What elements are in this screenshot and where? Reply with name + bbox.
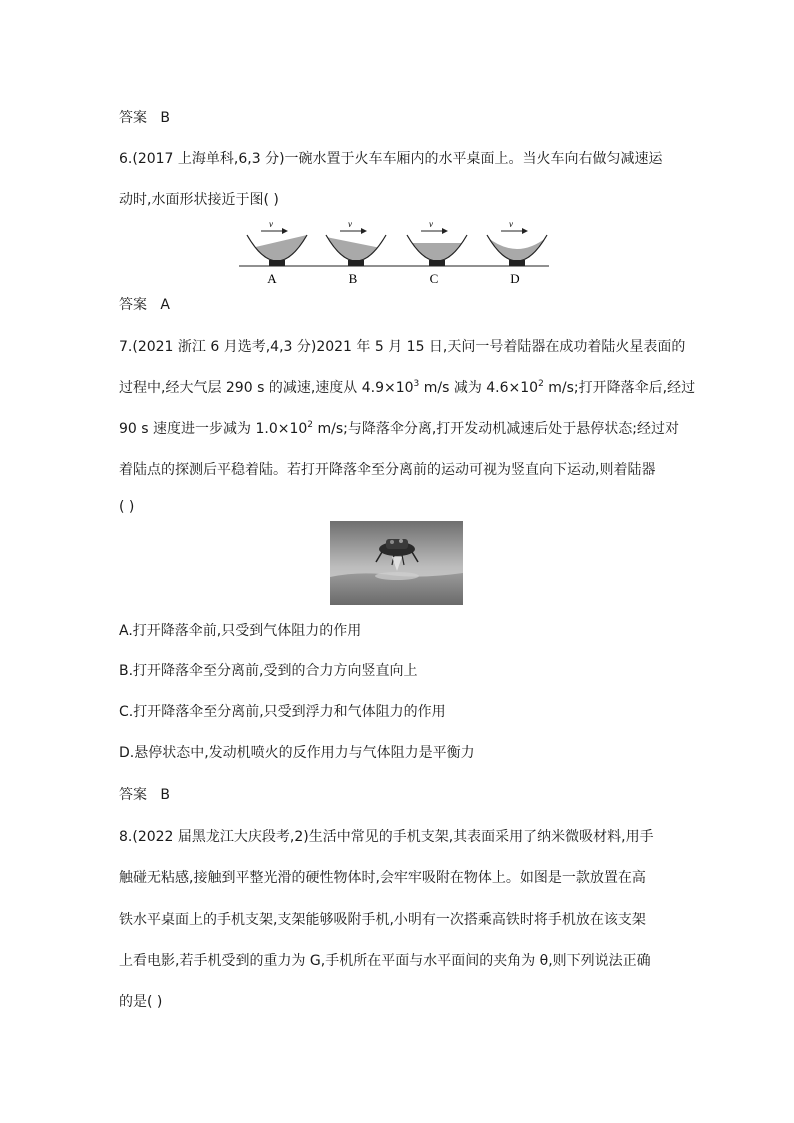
q8-stem-line-2: 触碰无粘感,接触到平整光滑的硬性物体时,会牢牢吸附在物体上。如图是一款放置在高 xyxy=(119,870,646,886)
q7-stem-line-3: 90 s 速度进一步减为 $1.0\times 10^2$ m/s;与降落伞分离,打开发动机减速后处于悬停状态;经过对 xyxy=(119,420,679,437)
mars-lander-photo xyxy=(330,521,463,605)
answer-prefix: 答案 xyxy=(119,787,147,803)
option-label-b: B xyxy=(348,271,358,286)
q8-stem-line-1: 8.(2022 届黑龙江大庆段考,2)生活中常见的手机支架,其表面采用了纳米微吸材料,用手 xyxy=(119,829,654,845)
q8-stem-line-3: 铁水平桌面上的手机支架,支架能够吸附手机,小明有一次搭乘高铁时将手机放在该支架 xyxy=(119,912,646,928)
water-bowls-diagram xyxy=(239,215,549,290)
answer-prefix: 答案 xyxy=(119,297,147,313)
q7-option-a: A.打开降落伞前,只受到气体阻力的作用 xyxy=(119,623,362,639)
q7-option-d: D.悬停状态中,发动机喷火的反作用力与气体阻力是平衡力 xyxy=(119,745,475,761)
velocity-label: v xyxy=(348,219,352,229)
answer-line-5 xyxy=(119,108,170,128)
option-label-d: D xyxy=(510,271,520,286)
exponent: 2 xyxy=(538,379,544,389)
bowl-base xyxy=(269,260,285,266)
answer-value: B xyxy=(160,787,170,803)
exponent: 3 xyxy=(413,379,420,389)
q7-stem-line-5: ( ) xyxy=(119,499,135,515)
answer-value: A xyxy=(160,297,170,313)
option-label-c: C xyxy=(429,271,439,286)
answer-line-6 xyxy=(119,295,170,315)
velocity-label: v xyxy=(429,219,433,229)
option-label-a: A xyxy=(267,271,277,286)
bowl-base xyxy=(509,260,525,266)
answer-prefix: 答案 xyxy=(119,110,147,126)
q7-option-b: B.打开降落伞至分离前,受到的合力方向竖直向上 xyxy=(119,663,418,679)
bowl-base xyxy=(348,260,364,266)
q8-stem-line-5: 的是( ) xyxy=(119,994,163,1010)
bowl-a xyxy=(247,219,307,266)
q6-stem-line-1: 6.(2017 上海单科,6,3 分)一碗水置于火车车厢内的水平桌面上。当火车向右做匀减速运 xyxy=(119,151,663,167)
q7-option-c: C.打开降落伞至分离前,只受到浮力和气体阻力的作用 xyxy=(119,704,446,720)
answer-value: B xyxy=(160,110,170,126)
velocity-label: v xyxy=(509,219,513,229)
velocity-label: v xyxy=(269,219,273,229)
exponent: 2 xyxy=(307,420,314,430)
answer-line-7 xyxy=(119,785,170,805)
q6-stem-line-2: 动时,水面形状接近于图( ) xyxy=(119,192,279,208)
q8-stem-line-4: 上看电影,若手机受到的重力为 G,手机所在平面与水平面间的夹角为 θ,则下列说法正确 xyxy=(119,953,651,969)
q7-stem-line-2: 过程中,经大气层 290 s 的减速,速度从 $4.9\times 10^3$ m/s 减为 $4.6\times 10^2$ m/s;打开降落伞后,经过 xyxy=(119,379,696,396)
q7-stem-line-4: 着陆点的探测后平稳着陆。若打开降落伞至分离前的运动可视为竖直向下运动,则着陆器 xyxy=(119,462,656,478)
bowl-base xyxy=(429,260,445,266)
q7-stem-line-1: 7.(2021 浙江 6 月选考,4,3 分)2021 年 5 月 15 日,天问一号着陆器在成功着陆火星表面的 xyxy=(119,339,686,355)
